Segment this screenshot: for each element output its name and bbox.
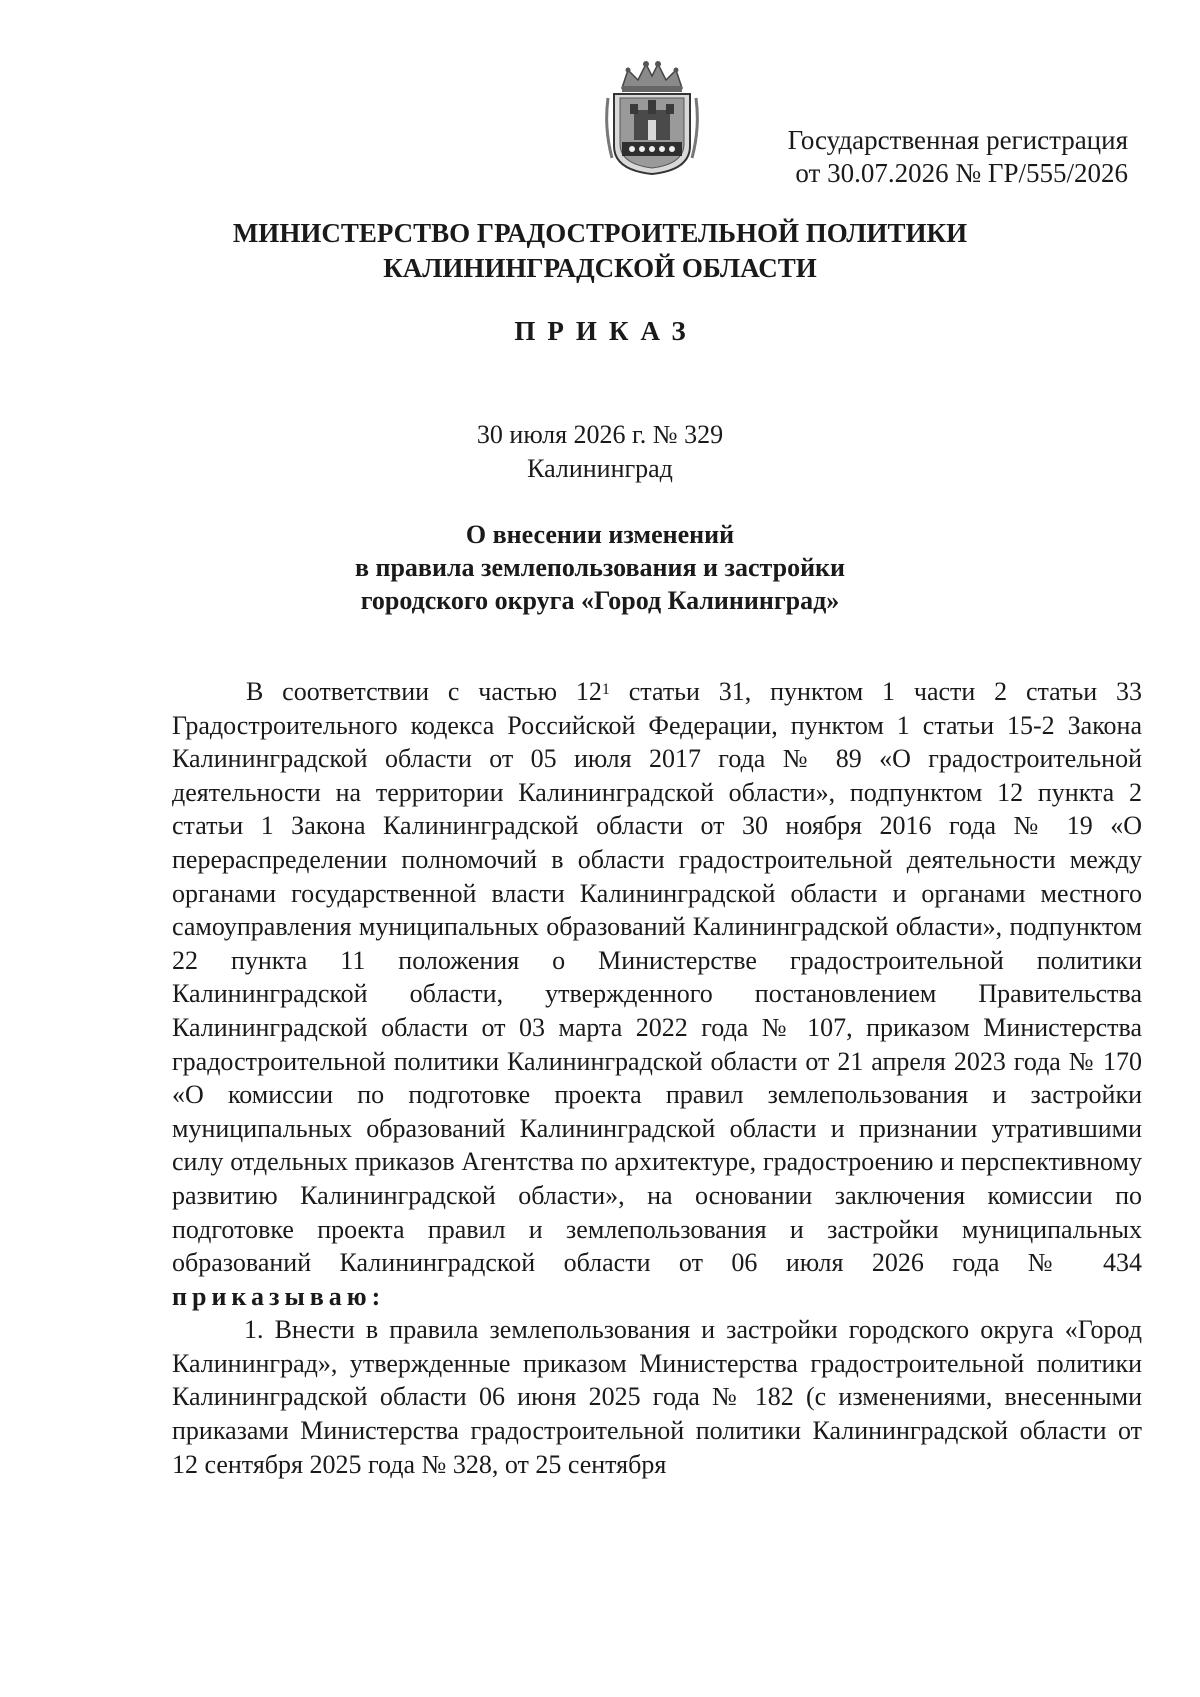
ministry-name [0, 216, 1200, 286]
order-date-number: 30 июля 2026 г. № 329 [476, 420, 724, 449]
order-title-line-3: городского округа «Город Калининград» [360, 586, 840, 615]
document-type-heading: ПРИКАЗ [514, 316, 698, 346]
ministry-line-2: КАЛИНИНГРАДСКОЙ ОБЛАСТИ [383, 253, 817, 283]
preamble-rest: статьи 31, пунктом 1 части 2 статьи 33 Градостроительного кодекса Российской Федерации, пунктом 1 статьи 15-2 Закона Калининградской области от 05 июля 2017 года № 89 «О градостроительной деятельности на территории Калининградской области», подпунктом 12 пункта 2 статьи 1 Закона Калининградской области от 30 ноября 2016 года № 19 «О перераспределении полномочий в области градостроительной деятельности между органами государственной власти Калининградской области и органами местного самоуправления муниципальных образований Калининградской области», подпунктом 22 пункта 11 положения о Министерстве градостроительной политики Калининградской области, утвержденного постановлением Правительства Калининградской области от 03 марта 2022 года № 107, приказом Министерства градостроительной политики Калининградской области от 21 апреля 2023 года № 170 «О комиссии по подготовке проекта правил землепользования и застройки муниципальных образований Калининградской области и признании утратившими силу отдельных приказов Агентства по архитектуре, градостроению и перспективному развитию Калининградской области», на основании заключения комиссии по подготовке проекта правил и землепользования и застройки муниципальных образований Калининградской области от 06 июля 2026 года № 434 [172, 677, 1142, 1278]
preamble-start: В соответствии с частью 12 [246, 677, 602, 706]
ministry-line-1: МИНИСТЕРСТВО ГРАДОСТРОИТЕЛЬНОЙ ПОЛИТИКИ [232, 218, 968, 248]
order-title-line-1: О внесении изменений [465, 520, 735, 549]
order-title [0, 518, 1200, 617]
order-city: Калининград [527, 454, 673, 483]
clause-1-paragraph: 1. Внести в правила землепользования и застройки городского округа «Город Калининград», утвержденные приказом Министерства градостроительной политики Калининградской области 06 июня 2025 года № 182 (с изменениями, внесенными приказами Министерства градостроительной политики Калининградской области от 12 сентября 2025 года № 328, от 25 сентября [172, 1315, 1142, 1479]
registration-line-2: от 30.07.2026 № ГР/555/2026 [795, 158, 1128, 188]
state-registration [608, 124, 1128, 190]
order-directive: приказываю: [172, 1281, 386, 1311]
order-body [172, 675, 1142, 1481]
order-title-line-2: в правила землепользования и застройки [354, 553, 846, 582]
order-date-block [0, 418, 1200, 486]
registration-line-1: Государственная регистрация [787, 125, 1128, 155]
superscript-index: 1 [601, 681, 610, 698]
preamble-paragraph [172, 675, 1142, 1313]
